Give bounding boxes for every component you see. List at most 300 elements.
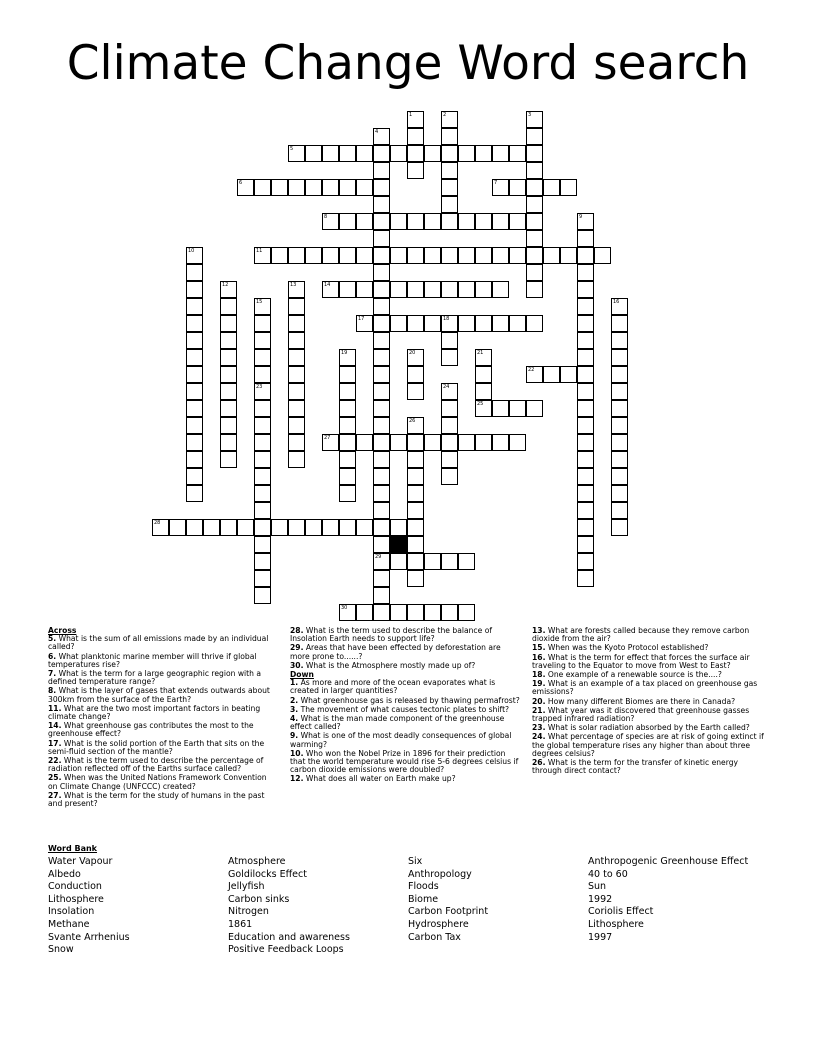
grid-cell[interactable] [373,213,390,230]
grid-cell[interactable] [441,145,458,162]
grid-cell[interactable] [577,315,594,332]
grid-cell[interactable] [254,400,271,417]
grid-cell[interactable] [254,366,271,383]
grid-cell[interactable] [475,434,492,451]
grid-cell[interactable] [373,281,390,298]
grid-cell[interactable] [305,519,322,536]
grid-cell[interactable] [220,315,237,332]
grid-cell[interactable] [271,179,288,196]
grid-cell[interactable] [339,281,356,298]
grid-cell[interactable] [407,502,424,519]
grid-cell[interactable] [611,366,628,383]
grid-cell[interactable] [254,349,271,366]
grid-cell[interactable] [288,417,305,434]
grid-cell[interactable] [220,383,237,400]
grid-cell[interactable] [407,417,424,434]
grid-cell[interactable] [424,553,441,570]
grid-cell[interactable] [288,383,305,400]
grid-cell[interactable] [373,502,390,519]
grid-cell[interactable] [441,417,458,434]
grid-cell[interactable] [407,468,424,485]
grid-cell[interactable] [169,519,186,536]
clue-number: 8 [324,214,328,220]
grid-cell[interactable] [577,213,594,230]
grid-cell[interactable] [424,604,441,621]
grid-cell[interactable] [492,315,509,332]
grid-cell[interactable] [577,366,594,383]
grid-cell[interactable] [254,434,271,451]
grid-cell[interactable] [271,519,288,536]
grid-cell[interactable] [611,485,628,502]
grid-cell[interactable] [526,264,543,281]
grid-cell[interactable] [339,485,356,502]
grid-cell[interactable] [186,332,203,349]
word-bank-item: Lithosphere [48,893,104,905]
grid-cell[interactable] [407,604,424,621]
grid-cell[interactable] [186,281,203,298]
grid-cell[interactable] [373,196,390,213]
grid-cell[interactable] [271,247,288,264]
grid-cell[interactable] [356,213,373,230]
grid-cell[interactable] [373,519,390,536]
grid-cell[interactable] [458,553,475,570]
grid-cell[interactable] [526,366,543,383]
grid-cell[interactable] [407,162,424,179]
grid-cell[interactable] [220,434,237,451]
grid-cell[interactable] [424,315,441,332]
grid-cell[interactable] [577,536,594,553]
down-clue: 1. As more and more of the ocean evaporates what is created in larger quantities? [290,678,496,696]
grid-cell[interactable] [356,434,373,451]
grid-cell[interactable] [373,604,390,621]
grid-cell[interactable] [543,366,560,383]
grid-cell[interactable] [220,349,237,366]
grid-cell[interactable] [407,366,424,383]
grid-cell[interactable] [526,179,543,196]
grid-cell[interactable] [492,213,509,230]
grid-cell[interactable] [509,434,526,451]
grid-cell[interactable] [441,247,458,264]
grid-cell[interactable] [441,315,458,332]
grid-cell[interactable] [560,179,577,196]
word-bank-column-4 [588,856,748,944]
grid-cell[interactable] [254,451,271,468]
grid-cell[interactable] [526,315,543,332]
grid-cell[interactable] [390,519,407,536]
grid-cell[interactable] [492,400,509,417]
grid-cell[interactable] [407,383,424,400]
grid-cell[interactable] [339,468,356,485]
grid-cell[interactable] [407,570,424,587]
grid-cell[interactable] [407,281,424,298]
grid-cell[interactable] [611,315,628,332]
grid-cell[interactable] [594,247,611,264]
down-clues [290,679,520,783]
grid-cell[interactable] [492,179,509,196]
grid-cell[interactable] [577,264,594,281]
grid-cell[interactable] [509,213,526,230]
grid-cell[interactable] [611,332,628,349]
grid-cell[interactable] [237,519,254,536]
grid-cell[interactable] [373,145,390,162]
down-clue: 16. What is the term for effect that forces the surface air traveling to the Equator to move from West to East? [532,652,750,670]
grid-cell[interactable] [424,434,441,451]
grid-cell[interactable] [254,179,271,196]
grid-cell[interactable] [220,298,237,315]
grid-cell[interactable] [407,315,424,332]
grid-cell[interactable] [475,213,492,230]
grid-cell[interactable] [475,349,492,366]
grid-cell[interactable] [407,553,424,570]
grid-cell[interactable] [288,315,305,332]
grid-cell[interactable] [220,400,237,417]
grid-cell[interactable] [509,247,526,264]
grid-cell[interactable] [407,536,424,553]
grid-cell[interactable] [611,502,628,519]
grid-cell[interactable] [186,434,203,451]
grid-cell[interactable] [373,400,390,417]
grid-cell[interactable] [560,366,577,383]
grid-cell[interactable] [373,485,390,502]
down-clue: 3. The movement of what causes tectonic plates to shift? [290,704,510,714]
grid-cell[interactable] [526,281,543,298]
grid-cell[interactable] [220,332,237,349]
grid-cell[interactable] [458,315,475,332]
grid-cell[interactable] [288,332,305,349]
grid-cell[interactable] [441,434,458,451]
grid-cell[interactable] [577,349,594,366]
grid-cell[interactable] [441,604,458,621]
grid-cell[interactable] [526,400,543,417]
grid-cell[interactable] [373,553,390,570]
grid-cell[interactable] [322,434,339,451]
grid-cell[interactable] [186,383,203,400]
grid-cell[interactable] [356,179,373,196]
grid-cell[interactable] [152,519,169,536]
grid-cell[interactable] [577,570,594,587]
grid-cell[interactable] [611,400,628,417]
grid-cell[interactable] [254,468,271,485]
grid-cell[interactable] [441,111,458,128]
grid-cell[interactable] [305,247,322,264]
grid-cell[interactable] [509,315,526,332]
grid-cell[interactable] [288,281,305,298]
grid-cell[interactable] [339,383,356,400]
grid-cell[interactable] [543,179,560,196]
grid-cell[interactable] [407,247,424,264]
grid-cell[interactable] [407,451,424,468]
grid-cell[interactable] [356,145,373,162]
grid-cell[interactable] [322,281,339,298]
grid-cell[interactable] [390,247,407,264]
grid-cell[interactable] [373,451,390,468]
grid-cell[interactable] [577,230,594,247]
grid-cell[interactable] [339,400,356,417]
grid-cell[interactable] [339,417,356,434]
grid-cell[interactable] [577,434,594,451]
grid-cell[interactable] [475,366,492,383]
grid-cell[interactable] [526,111,543,128]
grid-cell[interactable] [288,247,305,264]
grid-cell[interactable] [339,366,356,383]
grid-cell[interactable] [186,519,203,536]
grid-cell[interactable] [390,434,407,451]
grid-cell[interactable] [254,315,271,332]
grid-cell[interactable] [373,349,390,366]
grid-cell[interactable] [526,213,543,230]
grid-cell[interactable] [543,247,560,264]
grid-cell[interactable] [254,247,271,264]
grid-cell[interactable] [390,213,407,230]
grid-cell[interactable] [441,162,458,179]
grid-cell[interactable] [254,332,271,349]
grid-cell[interactable] [373,587,390,604]
down-clue: 9. What is one of the most deadly consequences of global warming? [290,731,512,749]
grid-cell[interactable] [254,298,271,315]
grid-cell[interactable] [475,315,492,332]
grid-cell[interactable] [356,247,373,264]
grid-cell[interactable] [441,213,458,230]
grid-cell[interactable] [526,230,543,247]
grid-cell[interactable] [390,145,407,162]
grid-cell[interactable] [441,451,458,468]
grid-cell[interactable] [373,570,390,587]
across-clue: 17. What is the solid portion of the Earth that sits on the semi-fluid section of the mantle? [48,738,265,756]
grid-cell[interactable] [577,417,594,434]
grid-cell[interactable] [577,451,594,468]
grid-cell[interactable] [339,179,356,196]
grid-cell[interactable] [288,434,305,451]
word-bank [48,844,768,956]
grid-cell[interactable] [373,298,390,315]
grid-cell[interactable] [356,315,373,332]
grid-cell[interactable] [441,349,458,366]
grid-cell[interactable] [475,247,492,264]
grid-cell[interactable] [441,400,458,417]
grid-cell[interactable] [322,213,339,230]
grid-cell[interactable] [526,196,543,213]
grid-cell[interactable] [288,145,305,162]
grid-cell[interactable] [339,434,356,451]
grid-cell[interactable] [186,485,203,502]
grid-cell[interactable] [441,128,458,145]
grid-cell[interactable] [577,281,594,298]
grid-cell[interactable] [186,315,203,332]
grid-cell[interactable] [305,179,322,196]
grid-cell[interactable] [356,604,373,621]
grid-cell[interactable] [186,349,203,366]
grid-cell[interactable] [186,264,203,281]
grid-cell[interactable] [305,145,322,162]
grid-cell[interactable] [322,179,339,196]
grid-cell[interactable] [611,451,628,468]
grid-cell[interactable] [611,434,628,451]
grid-cell[interactable] [373,434,390,451]
grid-cell[interactable] [339,604,356,621]
grid-cell[interactable] [254,553,271,570]
grid-cell[interactable] [339,451,356,468]
grid-cell[interactable] [492,247,509,264]
grid-cell[interactable] [373,128,390,145]
grid-cell[interactable] [220,417,237,434]
grid-cell[interactable] [577,519,594,536]
grid-cell[interactable] [407,213,424,230]
grid-cell[interactable] [186,366,203,383]
grid-cell[interactable] [220,451,237,468]
grid-cell[interactable] [288,179,305,196]
grid-cell[interactable] [322,247,339,264]
grid-cell[interactable] [322,519,339,536]
grid-cell[interactable] [373,264,390,281]
grid-cell[interactable] [509,400,526,417]
grid-cell[interactable] [526,128,543,145]
grid-cell[interactable] [254,519,271,536]
down-clue: 19. What is an example of a tax placed on greenhouse gas emissions? [532,679,758,697]
grid-cell[interactable] [203,519,220,536]
grid-cell[interactable] [186,417,203,434]
grid-cell[interactable] [458,247,475,264]
grid-cell[interactable] [475,281,492,298]
grid-cell[interactable] [492,434,509,451]
grid-cell[interactable] [407,434,424,451]
grid-cell[interactable] [237,179,254,196]
grid-cell[interactable] [611,417,628,434]
grid-cell[interactable] [407,145,424,162]
grid-cell[interactable] [424,145,441,162]
grid-cell[interactable] [577,468,594,485]
grid-cell[interactable] [220,281,237,298]
grid-cell[interactable] [492,145,509,162]
grid-cell[interactable] [356,281,373,298]
grid-cell[interactable] [339,349,356,366]
grid-cell[interactable] [254,570,271,587]
grid-cell[interactable] [288,519,305,536]
grid-cell[interactable] [254,536,271,553]
grid-cell[interactable] [390,281,407,298]
grid-cell[interactable] [373,383,390,400]
grid-cell[interactable] [186,468,203,485]
grid-cell[interactable] [390,604,407,621]
grid-cell[interactable] [407,519,424,536]
grid-cell[interactable] [441,332,458,349]
grid-cell[interactable] [339,519,356,536]
grid-cell[interactable] [322,145,339,162]
grid-cell[interactable] [577,553,594,570]
grid-cell[interactable] [373,179,390,196]
grid-cell[interactable] [186,247,203,264]
word-bank-item: Snow [48,944,74,956]
grid-cell[interactable] [458,604,475,621]
grid-cell[interactable] [407,485,424,502]
grid-cell[interactable] [373,230,390,247]
grid-cell[interactable] [526,247,543,264]
grid-cell[interactable] [220,519,237,536]
grid-cell[interactable] [611,298,628,315]
across-clues [48,635,274,808]
grid-cell[interactable] [458,281,475,298]
grid-cell[interactable] [390,315,407,332]
grid-cell[interactable] [458,434,475,451]
grid-cell[interactable] [373,417,390,434]
grid-cell[interactable] [475,400,492,417]
grid-cell[interactable] [288,366,305,383]
grid-cell[interactable] [254,587,271,604]
grid-cell[interactable] [254,502,271,519]
grid-cell[interactable] [577,332,594,349]
grid-cell[interactable] [611,468,628,485]
grid-cell[interactable] [577,298,594,315]
grid-cell[interactable] [186,298,203,315]
grid-cell[interactable] [339,213,356,230]
grid-cell[interactable] [611,519,628,536]
grid-cell[interactable] [373,162,390,179]
grid-cell[interactable] [441,383,458,400]
grid-cell[interactable] [356,519,373,536]
grid-cell[interactable] [424,281,441,298]
word-bank-item: Anthropology [408,868,472,880]
grid-cell[interactable] [254,417,271,434]
grid-cell[interactable] [441,553,458,570]
grid-cell[interactable] [288,298,305,315]
grid-cell[interactable] [492,281,509,298]
grid-cell[interactable] [441,179,458,196]
grid-cell[interactable] [441,196,458,213]
grid-cell[interactable] [526,145,543,162]
clue-number: 16 [613,299,620,305]
grid-cell[interactable] [526,162,543,179]
grid-cell[interactable] [407,111,424,128]
grid-cell[interactable] [254,383,271,400]
grid-cell[interactable] [373,366,390,383]
grid-cell[interactable] [373,332,390,349]
grid-cell[interactable] [186,451,203,468]
grid-cell[interactable] [577,502,594,519]
grid-cell[interactable] [254,485,271,502]
grid-cell[interactable] [577,400,594,417]
grid-cell[interactable] [186,400,203,417]
grid-cell[interactable] [424,247,441,264]
grid-cell[interactable] [441,468,458,485]
grid-cell[interactable] [475,383,492,400]
grid-cell[interactable] [407,349,424,366]
grid-cell[interactable] [611,349,628,366]
grid-cell[interactable] [577,383,594,400]
grid-cell[interactable] [577,485,594,502]
grid-cell[interactable] [475,145,492,162]
grid-cell[interactable] [407,128,424,145]
grid-cell[interactable] [577,247,594,264]
grid-cell[interactable] [339,145,356,162]
grid-cell[interactable] [390,553,407,570]
grid-cell[interactable] [458,145,475,162]
grid-cell[interactable] [424,213,441,230]
grid-cell[interactable] [339,247,356,264]
grid-cell[interactable] [373,247,390,264]
grid-cell[interactable] [509,145,526,162]
grid-cell[interactable] [288,400,305,417]
grid-cell[interactable] [611,383,628,400]
grid-cell[interactable] [373,536,390,553]
grid-cell[interactable] [288,349,305,366]
grid-cell[interactable] [458,213,475,230]
grid-cell[interactable] [509,179,526,196]
grid-cell[interactable] [441,281,458,298]
grid-cell[interactable] [288,451,305,468]
grid-cell[interactable] [560,247,577,264]
grid-cell[interactable] [373,315,390,332]
grid-cell[interactable] [373,468,390,485]
grid-cell[interactable] [220,366,237,383]
